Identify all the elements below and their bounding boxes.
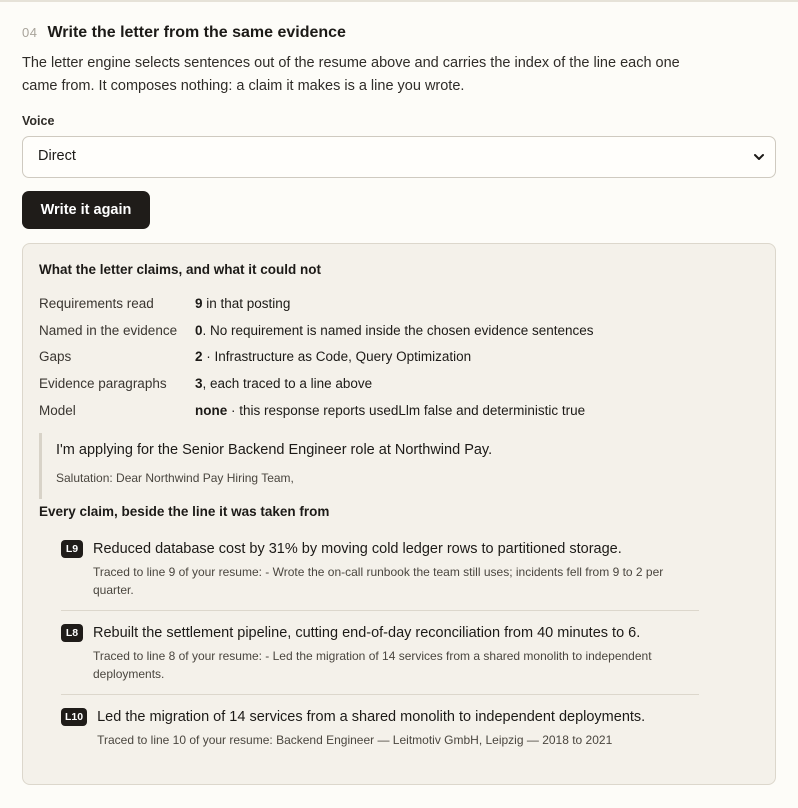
write-again-button[interactable]: Write it again <box>22 191 150 229</box>
stat-value: none · this response reports usedLlm false and deterministic true <box>195 403 586 419</box>
stat-label: Requirements read <box>39 295 154 311</box>
claim-trace: Traced to line 9 of your resume: - Wrote the on-call runbook the team still uses; incidents fell from 9 to 2 per quarter. <box>93 564 664 597</box>
stat-value: 3, each traced to a line above <box>195 376 373 392</box>
panel-title: What the letter claims, and what it could not <box>39 262 322 277</box>
claim-text: Rebuilt the settlement pipeline, cutting end-of-day reconciliation from 40 minutes to 6. <box>93 624 641 641</box>
letter-section <box>22 24 776 229</box>
line-badge: L10 <box>61 708 87 726</box>
stat-value: 9 in that posting <box>195 295 291 311</box>
section-title: Write the letter from the same evidence <box>47 24 346 41</box>
step-number: 04 <box>22 25 38 40</box>
claim-item <box>61 527 699 611</box>
letter-opening-quote <box>39 433 759 499</box>
claim-text: Led the migration of 14 services from a shared monolith to independent deployments. <box>97 708 646 725</box>
voice-select-value: Direct <box>38 148 76 164</box>
voice-label: Voice <box>22 114 55 128</box>
stat-row <box>39 370 759 397</box>
opening-line: I'm applying for the Senior Backend Engineer role at Northwind Pay. <box>56 441 493 458</box>
top-divider <box>0 0 798 2</box>
claim-text: Reduced database cost by 31% by moving cold ledger rows to partitioned storage. <box>93 540 622 557</box>
claim-item <box>61 695 699 760</box>
line-badge: L9 <box>61 540 83 558</box>
chevron-down-icon <box>752 150 766 164</box>
stats-list <box>39 290 759 424</box>
voice-select[interactable] <box>22 136 776 178</box>
stat-row <box>39 290 759 317</box>
stat-label: Named in the evidence <box>39 322 178 338</box>
stat-value: 2 · Infrastructure as Code, Query Optimization <box>195 349 472 365</box>
stat-label: Gaps <box>39 349 72 365</box>
stat-value: 0. No requirement is named inside the chosen evidence sentences <box>195 322 594 338</box>
stat-label: Model <box>39 403 76 419</box>
stat-label: Evidence paragraphs <box>39 376 167 392</box>
section-description: The letter engine selects sentences out of the resume above and carries the index of the line each one came from. It composes nothing: a claim it makes is a line you wrote. <box>22 55 680 94</box>
claims-heading: Every claim, beside the line it was taken from <box>39 503 330 519</box>
claim-item <box>61 611 699 695</box>
stat-row <box>39 397 759 424</box>
claims-panel <box>22 243 776 785</box>
section-heading <box>22 24 776 44</box>
line-badge: L8 <box>61 624 83 642</box>
claim-trace: Traced to line 8 of your resume: - Led the migration of 14 services from a shared monolith to independent deployments. <box>93 648 652 681</box>
stat-row <box>39 317 759 344</box>
claim-trace: Traced to line 10 of your resume: Backend Engineer — Leitmotiv GmbH, Leipzig — 2018 to 2021 <box>97 732 613 747</box>
salutation-line: Salutation: Dear Northwind Pay Hiring Team, <box>56 470 294 485</box>
claims-list <box>61 527 699 760</box>
stat-row <box>39 344 759 371</box>
